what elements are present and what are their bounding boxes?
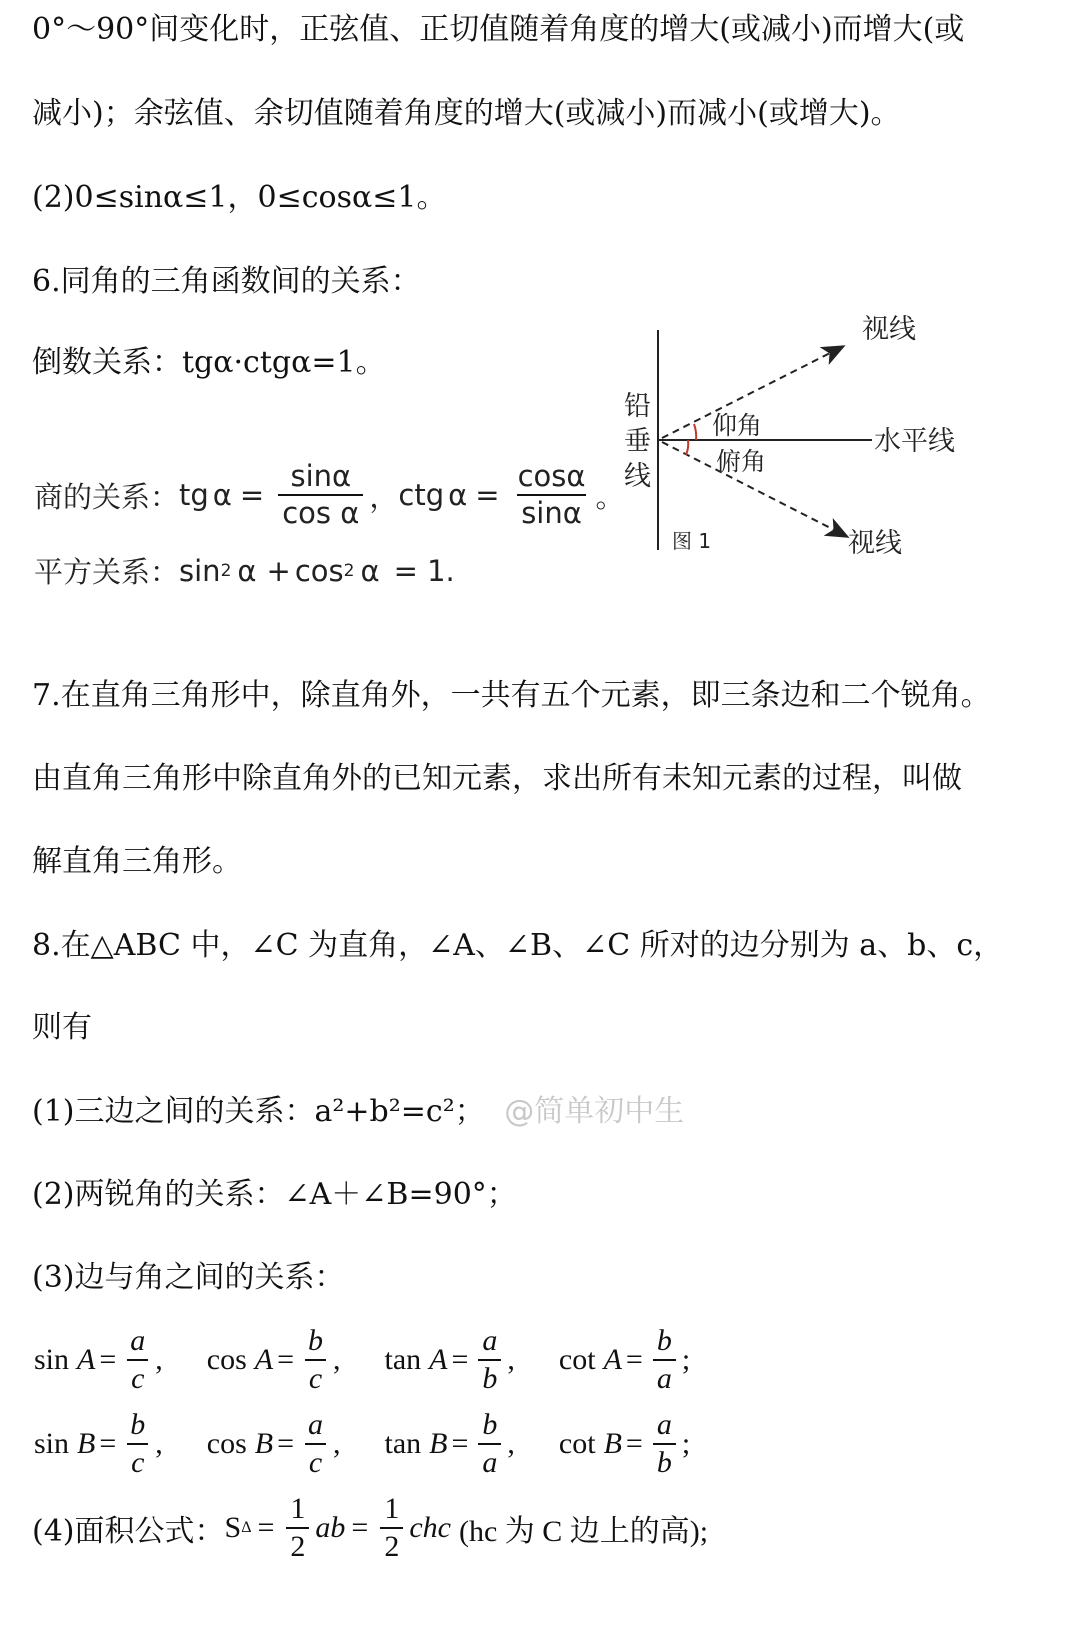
fraction-numerator: a	[308, 1408, 324, 1441]
fraction-numerator: b	[130, 1408, 146, 1441]
watermark: @简单初中生	[504, 1094, 685, 1129]
ratio-fraction	[653, 1326, 676, 1394]
fraction-numerator: cosα	[517, 459, 586, 493]
angle-var: A	[254, 1343, 274, 1376]
angle-var: B	[603, 1427, 622, 1460]
ratio-fraction	[304, 1326, 327, 1394]
trig-ratio-sin-a: sin A = $\frac{a}{c}$ ,	[34, 1324, 163, 1395]
reciprocal-relation: 倒数关系：tgα·ctgα=1。	[32, 345, 386, 380]
area-symbol: S	[224, 1511, 242, 1544]
fraction-denominator: c	[305, 1443, 326, 1478]
fraction-denominator: a	[478, 1443, 501, 1478]
fn-name: cot	[558, 1427, 596, 1460]
exponent: 2	[220, 560, 232, 581]
equals-sign: =	[257, 1511, 275, 1544]
elevation-angle-label: 仰角	[712, 411, 763, 440]
equals-sign: =	[351, 1511, 369, 1544]
square-label: 平方关系：	[34, 555, 180, 589]
fn-name: cos	[206, 1427, 247, 1460]
area-formula	[32, 1494, 708, 1562]
fraction-numerator: b	[656, 1324, 672, 1357]
alpha-symbol-2: α	[448, 478, 468, 512]
sight-line-top-label: 视线	[862, 314, 916, 345]
sin-text: sin	[179, 553, 221, 588]
quotient-label: 商的关系：	[34, 479, 180, 514]
fraction-numerator: 1	[290, 1492, 306, 1525]
ratio-fraction	[478, 1410, 501, 1478]
alpha-symbol: α	[237, 553, 257, 588]
ratio-fraction	[304, 1410, 327, 1478]
separator: ,	[155, 1427, 163, 1460]
angle-var: B	[77, 1427, 96, 1460]
fraction-denominator: cos α	[278, 494, 363, 528]
area-label: (4)面积公式：	[32, 1514, 225, 1549]
separator: ,	[155, 1343, 163, 1376]
section-7-line-2: 由直角三角形中除直角外的已知元素，求出所有未知元素的过程，叫做	[32, 761, 962, 796]
ctg-label: ctg	[398, 478, 445, 512]
alpha-symbol: α	[212, 478, 232, 512]
sight-line-bottom-label: 视线	[848, 528, 902, 559]
fraction-numerator: 1	[384, 1492, 400, 1525]
square-relation	[34, 550, 455, 591]
sides-angles-heading: (3)边与角之间的关系：	[32, 1260, 345, 1295]
acute-angles-relation: (2)两锐角的关系：∠A＋∠B=90°；	[32, 1177, 517, 1212]
ratio-fraction	[126, 1326, 149, 1394]
angle-var: A	[429, 1343, 448, 1376]
angle-var: B	[254, 1427, 274, 1460]
fn-name: sin	[34, 1343, 70, 1376]
separator: ;	[681, 1343, 691, 1376]
angle-var: A	[77, 1343, 96, 1376]
sin-over-cos-fraction	[278, 459, 363, 530]
depression-angle-label: 俯角	[716, 447, 767, 476]
half-fraction-2	[380, 1494, 403, 1562]
elevation-arc	[694, 424, 696, 440]
fraction-denominator: c	[127, 1443, 148, 1478]
ratio-fraction	[478, 1326, 501, 1394]
fraction-denominator: c	[305, 1359, 326, 1394]
section-7-line-1: 7.在直角三角形中，除直角外，一共有五个元素，即三条边和二个锐角。	[32, 678, 991, 713]
separator: ,	[333, 1343, 341, 1376]
fn-name: cot	[558, 1343, 596, 1376]
section-6-heading: 6.同角的三角函数间的关系：	[32, 264, 421, 299]
plumb-label-3: 线	[624, 461, 651, 492]
fraction-numerator: b	[308, 1324, 324, 1357]
height-note: (hc 为 C 边上的高);	[458, 1515, 709, 1548]
separator: ,	[333, 1427, 341, 1460]
fn-name: tan	[384, 1343, 422, 1376]
trig-ratio-cot-b: cot B = $\frac{a}{b}$ ;	[558, 1408, 691, 1479]
cos-over-sin-fraction	[514, 459, 590, 530]
chc-term: chc	[409, 1511, 451, 1544]
fraction-denominator: a	[653, 1359, 676, 1394]
section-8-line-1: 8.在△ABC 中，∠C 为直角，∠A、∠B、∠C 所对的边分别为 a、b、c，	[32, 928, 1004, 963]
trig-ratio-cos-a: cos A = $\frac{b}{c}$ ,	[206, 1324, 341, 1395]
trig-row-a	[34, 1326, 690, 1394]
fraction-denominator: c	[127, 1359, 148, 1394]
period: 。	[595, 479, 625, 514]
ratio-fraction	[653, 1410, 676, 1478]
section-8-line-2: 则有	[32, 1010, 92, 1045]
ab-term: ab	[315, 1511, 346, 1544]
equals-one: = 1.	[393, 553, 455, 588]
quotient-relation: 商的关系： tg α = $\frac{\sin\alpha}{\text{cos α}}$ ， ctg α = $\frac{\cos\alpha}{\sin\alpha}$ 。	[34, 459, 625, 530]
trig-ratio-tan-b: tan B = $\frac{b}{a}$ ,	[384, 1408, 515, 1479]
trig-ratio-cot-a: cot A = $\frac{b}{a}$ ;	[558, 1324, 691, 1395]
separator: ,	[507, 1427, 515, 1460]
pythagorean-formula: a²+b²=c²；	[314, 1094, 485, 1129]
depression-arc	[686, 440, 688, 455]
triangle-subscript: Δ	[241, 1519, 252, 1536]
trig-ratio-cos-b: cos B = $\frac{a}{c}$ ,	[206, 1408, 341, 1479]
separator: ;	[681, 1427, 691, 1460]
fraction-denominator: b	[653, 1443, 676, 1478]
tg-label: tg	[179, 478, 209, 512]
fn-name: tan	[384, 1427, 422, 1460]
fraction-denominator: 2	[380, 1527, 403, 1562]
three-sides-relation	[32, 1092, 684, 1132]
fraction-denominator: b	[478, 1359, 501, 1394]
exponent: 2	[343, 560, 355, 581]
ratio-fraction	[126, 1410, 149, 1478]
figure-caption: 图 1	[672, 529, 712, 553]
fraction-denominator: sinα	[517, 494, 586, 528]
angle-diagram	[600, 300, 1020, 620]
text-line-3: (2)0≤sinα≤1，0≤cosα≤1。	[32, 180, 447, 215]
angle-var: B	[429, 1427, 448, 1460]
text-line-1: 0°～90°间变化时，正弦值、正切值随着角度的增大(或减小)而增大(或	[32, 12, 965, 47]
trig-ratio-sin-b: sin B = $\frac{b}{c}$ ,	[34, 1408, 163, 1479]
separator: ,	[507, 1343, 515, 1376]
trig-row-b	[34, 1410, 690, 1478]
plumb-label-2: 垂	[624, 426, 651, 457]
angle-var: A	[603, 1343, 622, 1376]
fraction-numerator: b	[482, 1408, 498, 1441]
plumb-label-1: 铅	[624, 391, 651, 422]
comma: ，	[369, 479, 399, 514]
fn-name: sin	[34, 1427, 70, 1460]
horizontal-line-label: 水平线	[874, 426, 955, 457]
three-sides-label: (1)三边之间的关系：	[32, 1094, 315, 1129]
fraction-denominator: 2	[286, 1527, 309, 1562]
fraction-numerator: sinα	[290, 459, 352, 493]
fraction-numerator: a	[656, 1408, 672, 1441]
section-7-line-3: 解直角三角形。	[32, 844, 242, 879]
alpha-symbol: α	[360, 553, 380, 588]
fn-name: cos	[206, 1343, 247, 1376]
text-line-2: 减小)；余弦值、余切值随着角度的增大(或减小)而减小(或增大)。	[32, 96, 901, 131]
fraction-numerator: a	[130, 1324, 146, 1357]
fraction-numerator: a	[482, 1324, 498, 1357]
half-fraction	[286, 1494, 309, 1562]
trig-ratio-tan-a: tan A = $\frac{a}{b}$ ,	[384, 1324, 515, 1395]
cos-text: cos	[294, 553, 344, 588]
plus-sign: +	[266, 553, 291, 588]
